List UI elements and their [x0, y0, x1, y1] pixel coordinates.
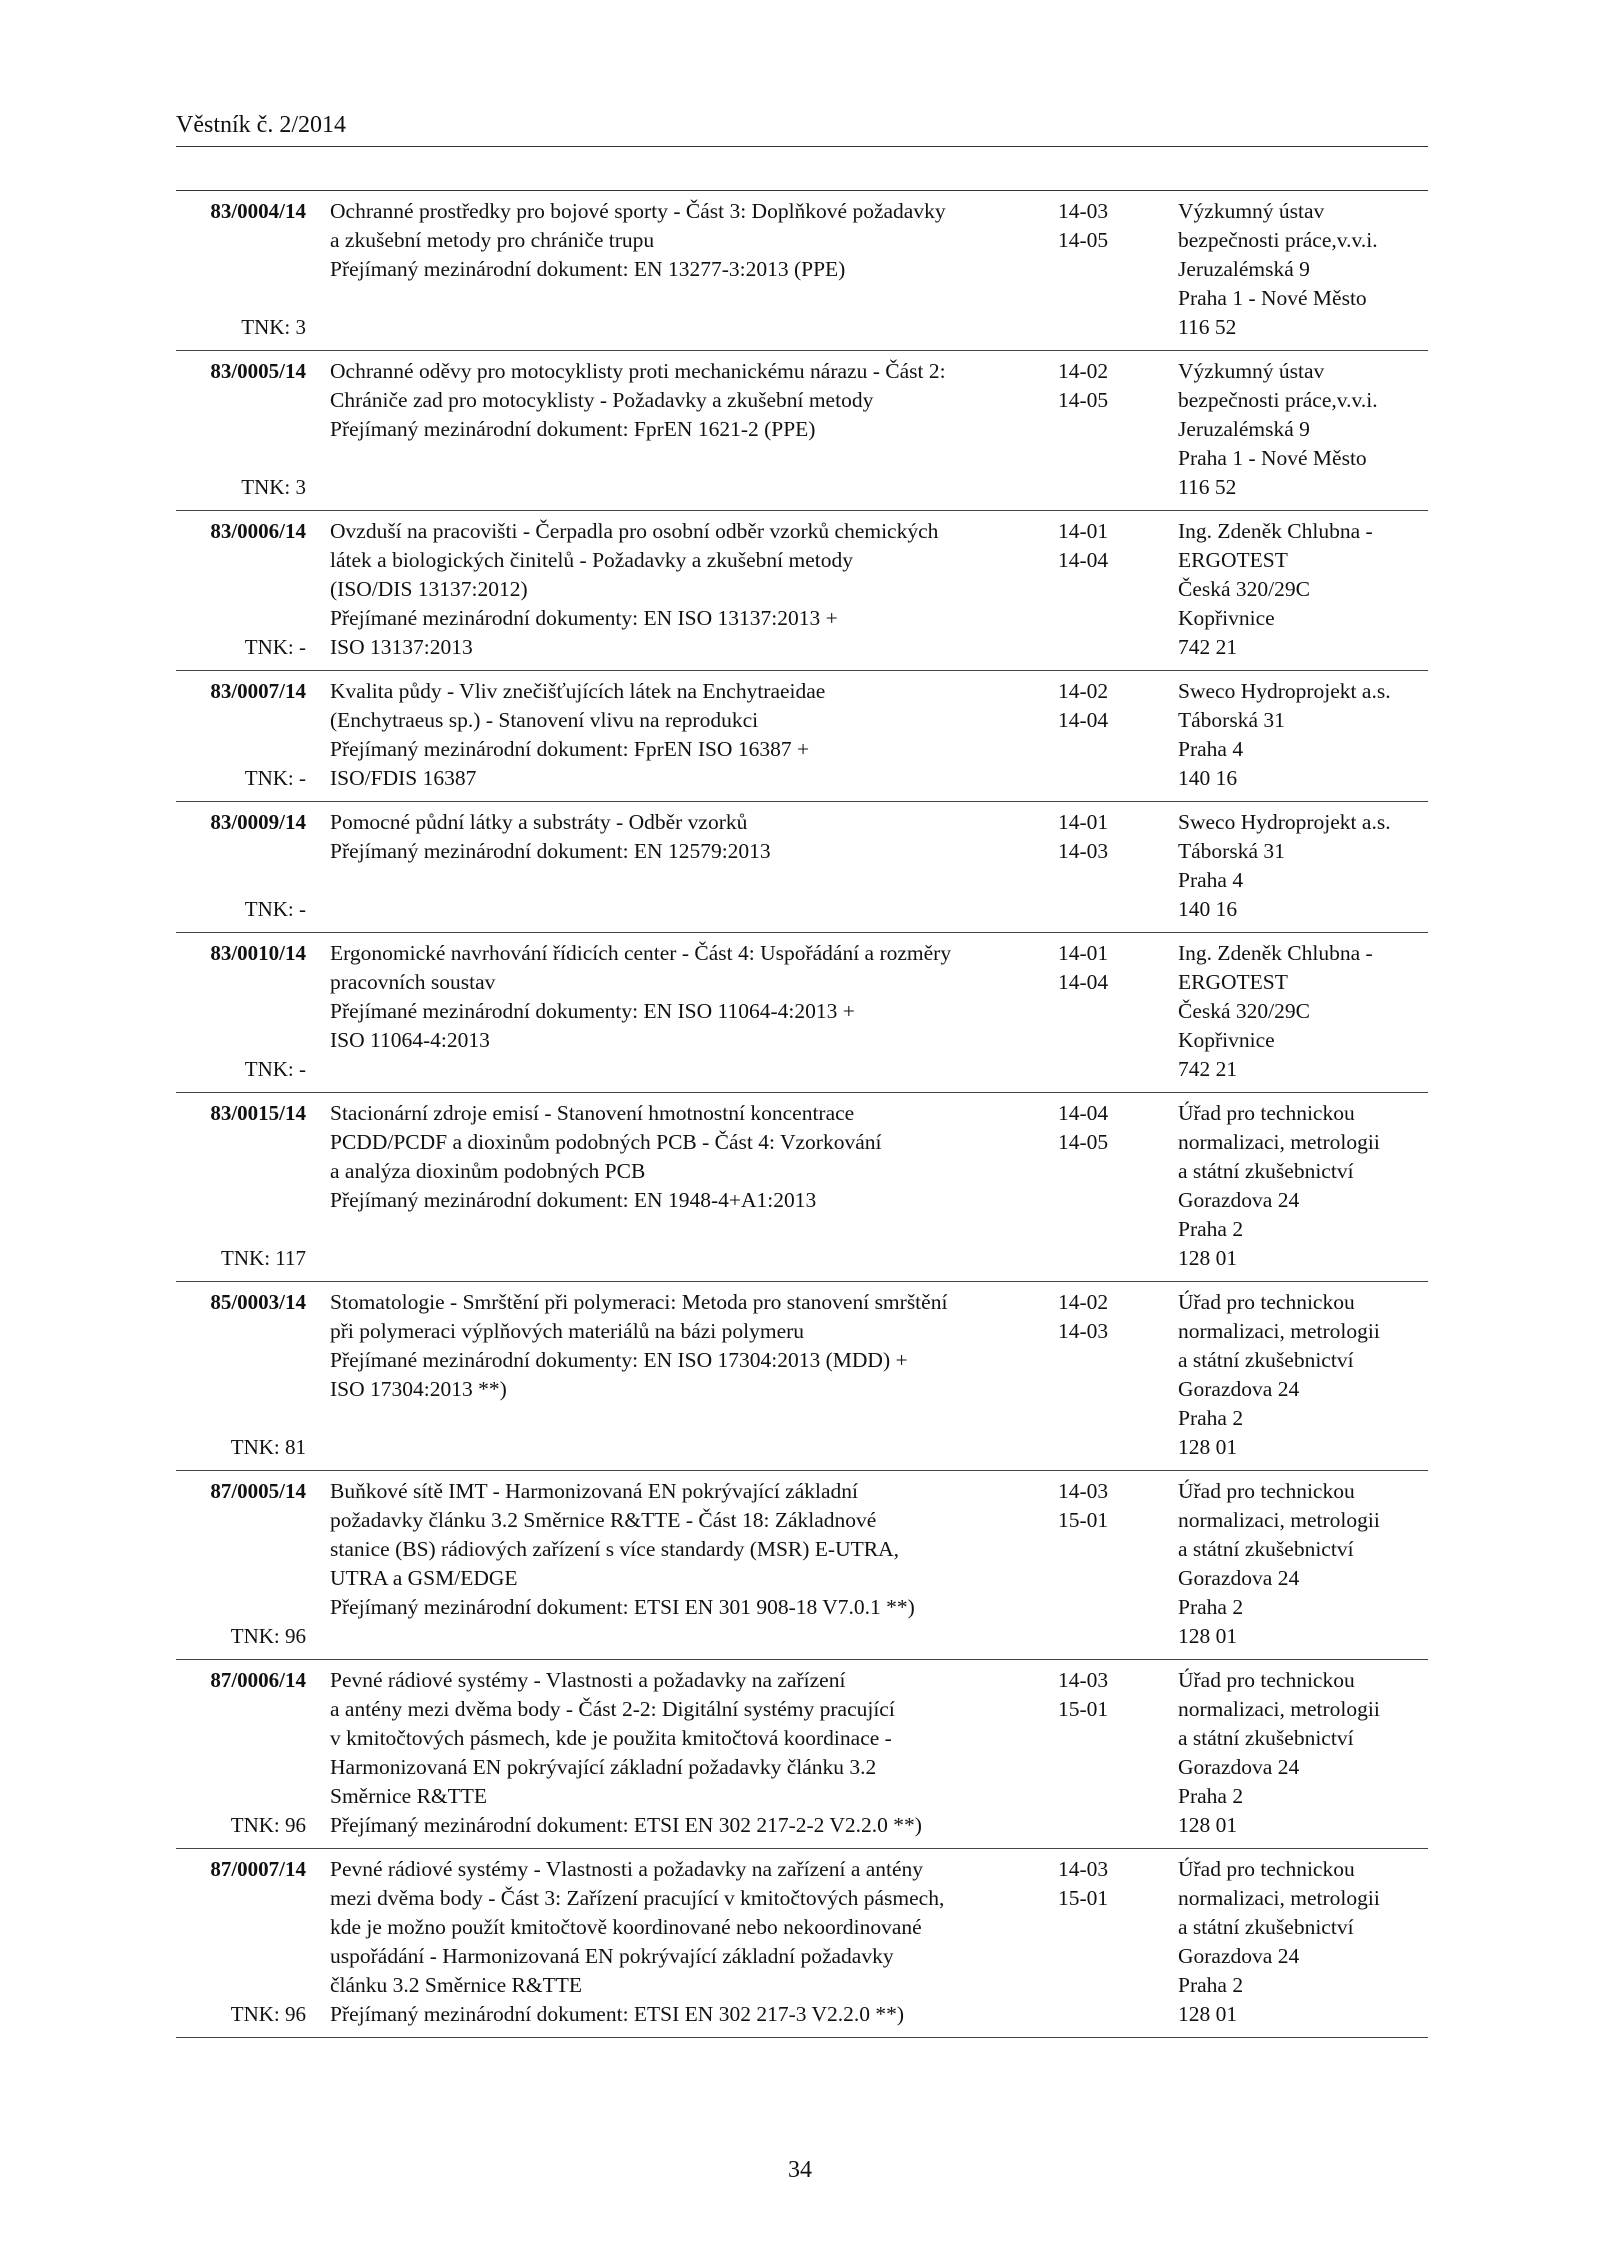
record-title-line: (ISO/DIS 13137:2012) [330, 577, 528, 601]
record-date: 14-03 [1058, 199, 1109, 223]
record-date: 14-05 [1058, 1130, 1109, 1154]
record-organization-line: ERGOTEST [1178, 548, 1288, 572]
record-organization-line: 128 01 [1178, 2002, 1238, 2026]
record-title-line: Kvalita půdy - Vliv znečišťujících látek na Enchytraeidae [330, 679, 826, 703]
record-title-cell [306, 939, 1048, 1084]
record-id-cell [176, 1855, 306, 2029]
table-row [176, 1093, 1428, 1282]
record-date: 14-05 [1058, 228, 1109, 252]
record-title-line: (Enchytraeus sp.) - Stanovení vlivu na reprodukci [330, 708, 759, 732]
record-dates-cell [1048, 939, 1178, 1084]
record-title-line: a analýza dioxinům podobných PCB [330, 1159, 646, 1183]
record-title-line: Přejímaný mezinárodní dokument: FprEN ISO 16387 + [330, 737, 810, 761]
record-organization-line: Praha 2 [1178, 1406, 1244, 1430]
record-organization-line: 742 21 [1178, 1057, 1238, 1081]
record-date: 14-04 [1058, 1101, 1109, 1125]
record-organization-line: Jeruzalémská 9 [1178, 417, 1310, 441]
record-title-cell [306, 808, 1048, 924]
record-date: 14-03 [1058, 1479, 1109, 1503]
record-organization-line: Česká 320/29C [1178, 999, 1310, 1023]
record-organization-line: a státní zkušebnictví [1178, 1348, 1354, 1372]
record-title-line: ISO 17304:2013 **) [330, 1377, 507, 1401]
record-tnk: TNK: 96 [230, 1624, 306, 1648]
record-date: 14-02 [1058, 1290, 1109, 1314]
table-row [176, 933, 1428, 1093]
table-row [176, 351, 1428, 511]
record-date: 14-01 [1058, 810, 1109, 834]
record-title-line: Chrániče zad pro motocyklisty - Požadavky a zkušební metody [330, 388, 874, 412]
record-organization-line: Praha 2 [1178, 1973, 1244, 1997]
record-id-cell [176, 1477, 306, 1651]
record-code: 87/0007/14 [210, 1857, 306, 1881]
record-organization-line: 116 52 [1178, 475, 1237, 499]
record-date: 14-01 [1058, 941, 1109, 965]
record-title-line: Harmonizovaná EN pokrývající základní požadavky článku 3.2 [330, 1755, 877, 1779]
record-tnk: TNK: 81 [230, 1435, 306, 1459]
record-title-line: uspořádání - Harmonizovaná EN pokrývající základní požadavky [330, 1944, 894, 1968]
record-organization-cell [1178, 1477, 1428, 1651]
record-id-cell [176, 1288, 306, 1462]
record-organization-line: normalizaci, metrologii [1178, 1697, 1380, 1721]
record-title-line: UTRA a GSM/EDGE [330, 1566, 518, 1590]
record-title-line: článku 3.2 Směrnice R&TTE [330, 1973, 582, 1997]
record-title-cell [306, 1855, 1048, 2029]
record-organization-line: bezpečnosti práce,v.v.i. [1178, 228, 1378, 252]
record-organization-line: Výzkumný ústav [1178, 199, 1325, 223]
record-title-line: kde je možno použít kmitočtově koordinované nebo nekoordinované [330, 1915, 922, 1939]
record-title-line: Přejímaný mezinárodní dokument: ETSI EN 301 908-18 V7.0.1 **) [330, 1595, 915, 1619]
record-title-cell [306, 1666, 1048, 1840]
record-tnk: TNK: - [244, 897, 306, 921]
page-number: 34 [788, 2157, 812, 2183]
record-organization-line: Gorazdova 24 [1178, 1377, 1300, 1401]
record-date: 14-03 [1058, 1319, 1109, 1343]
record-organization-line: Úřad pro technickou [1178, 1479, 1355, 1503]
record-tnk: TNK: - [244, 766, 306, 790]
record-organization-line: 140 16 [1178, 766, 1238, 790]
record-title-line: Přejímaný mezinárodní dokument: EN 1948-4+A1:2013 [330, 1188, 817, 1212]
record-organization-cell [1178, 808, 1428, 924]
record-organization-line: 128 01 [1178, 1435, 1238, 1459]
record-dates-cell [1048, 1099, 1178, 1273]
record-title-line: Přejímaný mezinárodní dokument: FprEN 1621-2 (PPE) [330, 417, 816, 441]
record-dates-cell [1048, 1855, 1178, 2029]
record-organization-line: normalizaci, metrologii [1178, 1886, 1380, 1910]
record-organization-line: normalizaci, metrologii [1178, 1130, 1380, 1154]
record-organization-line: 128 01 [1178, 1246, 1238, 1270]
record-organization-line: Praha 2 [1178, 1784, 1244, 1808]
record-title-line: Stomatologie - Smrštění při polymeraci: Metoda pro stanovení smrštění [330, 1290, 948, 1314]
record-organization-line: Sweco Hydroprojekt a.s. [1178, 679, 1391, 703]
record-date: 14-04 [1058, 548, 1109, 572]
record-dates-cell [1048, 1666, 1178, 1840]
record-organization-line: Gorazdova 24 [1178, 1755, 1300, 1779]
record-id-cell [176, 808, 306, 924]
table-row [176, 1282, 1428, 1471]
record-code: 87/0006/14 [210, 1668, 306, 1692]
record-organization-line: 128 01 [1178, 1624, 1238, 1648]
record-organization-line: normalizaci, metrologii [1178, 1319, 1380, 1343]
record-code: 83/0010/14 [210, 941, 306, 965]
record-title-line: Ergonomické navrhování řídicích center - Část 4: Uspořádání a rozměry [330, 941, 952, 965]
header-divider [176, 146, 1428, 147]
record-date: 14-05 [1058, 388, 1109, 412]
record-dates-cell [1048, 517, 1178, 662]
record-id-cell [176, 1666, 306, 1840]
record-date: 14-02 [1058, 679, 1109, 703]
record-code: 83/0004/14 [210, 199, 306, 223]
record-title-line: Přejímaný mezinárodní dokument: ETSI EN 302 217-2-2 V2.2.0 **) [330, 1813, 922, 1837]
record-organization-cell [1178, 677, 1428, 793]
record-date: 15-01 [1058, 1886, 1109, 1910]
record-organization-line: Praha 4 [1178, 868, 1244, 892]
record-dates-cell [1048, 677, 1178, 793]
record-organization-cell [1178, 939, 1428, 1084]
record-organization-line: a státní zkušebnictví [1178, 1159, 1354, 1183]
record-code: 83/0006/14 [210, 519, 306, 543]
record-id-cell [176, 357, 306, 502]
record-title-line: Přejímané mezinárodní dokumenty: EN ISO 11064-4:2013 + [330, 999, 855, 1023]
record-organization-line: 116 52 [1178, 315, 1237, 339]
record-id-cell [176, 677, 306, 793]
record-organization-line: bezpečnosti práce,v.v.i. [1178, 388, 1378, 412]
record-tnk: TNK: 96 [230, 1813, 306, 1837]
record-dates-cell [1048, 1477, 1178, 1651]
record-id-cell [176, 197, 306, 342]
record-organization-line: Praha 1 - Nové Město [1178, 286, 1367, 310]
record-title-cell [306, 1477, 1048, 1651]
record-organization-line: 128 01 [1178, 1813, 1238, 1837]
record-title-line: Buňkové sítě IMT - Harmonizovaná EN pokrývající základní [330, 1479, 858, 1503]
record-date: 14-03 [1058, 1857, 1109, 1881]
record-title-line: v kmitočtových pásmech, kde je použita kmitočtová koordinace - [330, 1726, 892, 1750]
record-title-line: Pevné rádiové systémy - Vlastnosti a požadavky na zařízení [330, 1668, 846, 1692]
record-organization-cell [1178, 1855, 1428, 2029]
record-organization-line: ERGOTEST [1178, 970, 1288, 994]
record-organization-line: Praha 2 [1178, 1217, 1244, 1241]
record-organization-line: Kopřivnice [1178, 606, 1275, 630]
record-title-line: PCDD/PCDF a dioxinům podobných PCB - Část 4: Vzorkování [330, 1130, 882, 1154]
record-date: 14-03 [1058, 839, 1109, 863]
record-date: 14-04 [1058, 970, 1109, 994]
record-title-line: Směrnice R&TTE [330, 1784, 488, 1808]
record-title-line: látek a biologických činitelů - Požadavky a zkušební metody [330, 548, 854, 572]
record-organization-line: Gorazdova 24 [1178, 1944, 1300, 1968]
record-title-line: stanice (BS) rádiových zařízení s více standardy (MSR) E-UTRA, [330, 1537, 899, 1561]
table-row [176, 511, 1428, 671]
record-title-cell [306, 677, 1048, 793]
record-organization-cell [1178, 1099, 1428, 1273]
record-organization-line: Praha 4 [1178, 737, 1244, 761]
record-organization-line: Praha 2 [1178, 1595, 1244, 1619]
record-id-cell [176, 939, 306, 1084]
record-organization-line: Sweco Hydroprojekt a.s. [1178, 810, 1391, 834]
record-organization-line: 140 16 [1178, 897, 1238, 921]
record-title-line: ISO 11064-4:2013 [330, 1028, 490, 1052]
record-id-cell [176, 517, 306, 662]
table-row [176, 671, 1428, 802]
record-title-cell [306, 357, 1048, 502]
record-tnk: TNK: 117 [221, 1246, 306, 1270]
record-date: 14-03 [1058, 1668, 1109, 1692]
record-title-cell [306, 1099, 1048, 1273]
record-title-line: ISO/FDIS 16387 [330, 766, 477, 790]
record-organization-line: Táborská 31 [1178, 839, 1285, 863]
record-title-line: Přejímané mezinárodní dokumenty: EN ISO 13137:2013 + [330, 606, 838, 630]
record-organization-line: Jeruzalémská 9 [1178, 257, 1310, 281]
record-dates-cell [1048, 808, 1178, 924]
record-organization-line: Gorazdova 24 [1178, 1566, 1300, 1590]
record-organization-line: 742 21 [1178, 635, 1238, 659]
record-code: 85/0003/14 [210, 1290, 306, 1314]
record-organization-line: Ing. Zdeněk Chlubna - [1178, 519, 1373, 543]
record-organization-line: Gorazdova 24 [1178, 1188, 1300, 1212]
record-organization-cell [1178, 1288, 1428, 1462]
record-tnk: TNK: 3 [241, 475, 306, 499]
record-date: 14-02 [1058, 359, 1109, 383]
record-dates-cell [1048, 357, 1178, 502]
record-title-line: požadavky článku 3.2 Směrnice R&TTE - Část 18: Základnové [330, 1508, 877, 1532]
record-title-line: a antény mezi dvěma body - Část 2-2: Digitální systémy pracující [330, 1697, 895, 1721]
record-title-line: Ovzduší na pracovišti - Čerpadla pro osobní odběr vzorků chemických [330, 519, 939, 543]
record-date: 15-01 [1058, 1508, 1109, 1532]
record-tnk: TNK: - [244, 635, 306, 659]
record-title-line: ISO 13137:2013 [330, 635, 473, 659]
table-row [176, 1849, 1428, 2038]
record-dates-cell [1048, 1288, 1178, 1462]
table-row [176, 1471, 1428, 1660]
record-date: 14-04 [1058, 708, 1109, 732]
record-organization-line: Úřad pro technickou [1178, 1101, 1355, 1125]
record-title-line: při polymeraci výplňových materiálů na bázi polymeru [330, 1319, 805, 1343]
record-organization-cell [1178, 1666, 1428, 1840]
record-id-cell [176, 1099, 306, 1273]
table-row [176, 1660, 1428, 1849]
record-title-line: a zkušební metody pro chrániče trupu [330, 228, 655, 252]
record-code: 87/0005/14 [210, 1479, 306, 1503]
record-tnk: TNK: 3 [241, 315, 306, 339]
record-organization-line: a státní zkušebnictví [1178, 1915, 1354, 1939]
record-title-line: Přejímaný mezinárodní dokument: EN 12579:2013 [330, 839, 771, 863]
record-organization-line: Táborská 31 [1178, 708, 1285, 732]
record-title-line: Stacionární zdroje emisí - Stanovení hmotnostní koncentrace [330, 1101, 855, 1125]
record-tnk: TNK: - [244, 1057, 306, 1081]
record-code: 83/0007/14 [210, 679, 306, 703]
page-header-title: Věstník č. 2/2014 [176, 112, 346, 138]
record-title-line: Přejímaný mezinárodní dokument: ETSI EN 302 217-3 V2.2.0 **) [330, 2002, 905, 2026]
record-title-line: Přejímané mezinárodní dokumenty: EN ISO 17304:2013 (MDD) + [330, 1348, 908, 1372]
record-dates-cell [1048, 197, 1178, 342]
record-date: 14-01 [1058, 519, 1109, 543]
record-code: 83/0005/14 [210, 359, 306, 383]
record-code: 83/0009/14 [210, 810, 306, 834]
record-organization-line: a státní zkušebnictví [1178, 1537, 1354, 1561]
record-organization-line: Kopřivnice [1178, 1028, 1275, 1052]
record-organization-cell [1178, 517, 1428, 662]
record-title-line: Pomocné půdní látky a substráty - Odběr vzorků [330, 810, 748, 834]
record-organization-line: Ing. Zdeněk Chlubna - [1178, 941, 1373, 965]
record-tnk: TNK: 96 [230, 2002, 306, 2026]
table-row [176, 802, 1428, 933]
record-organization-line: Úřad pro technickou [1178, 1290, 1355, 1314]
record-title-cell [306, 1288, 1048, 1462]
record-title-line: Pevné rádiové systémy - Vlastnosti a požadavky na zařízení a antény [330, 1857, 924, 1881]
record-organization-cell [1178, 357, 1428, 502]
record-title-cell [306, 197, 1048, 342]
table-row [176, 191, 1428, 351]
record-title-cell [306, 517, 1048, 662]
record-organization-line: a státní zkušebnictví [1178, 1726, 1354, 1750]
record-code: 83/0015/14 [210, 1101, 306, 1125]
record-title-line: Ochranné prostředky pro bojové sporty - Část 3: Doplňkové požadavky [330, 199, 946, 223]
record-organization-line: Praha 1 - Nové Město [1178, 446, 1367, 470]
record-organization-line: Úřad pro technickou [1178, 1668, 1355, 1692]
record-title-line: pracovních soustav [330, 970, 496, 994]
record-organization-line: normalizaci, metrologii [1178, 1508, 1380, 1532]
record-date: 15-01 [1058, 1697, 1109, 1721]
record-organization-cell [1178, 197, 1428, 342]
record-organization-line: Úřad pro technickou [1178, 1857, 1355, 1881]
record-title-line: Ochranné oděvy pro motocyklisty proti mechanickému nárazu - Část 2: [330, 359, 946, 383]
standards-table [176, 191, 1428, 2038]
record-title-line: mezi dvěma body - Část 3: Zařízení pracující v kmitočtových pásmech, [330, 1886, 945, 1910]
record-organization-line: Výzkumný ústav [1178, 359, 1325, 383]
record-title-line: Přejímaný mezinárodní dokument: EN 13277-3:2013 (PPE) [330, 257, 846, 281]
record-organization-line: Česká 320/29C [1178, 577, 1310, 601]
